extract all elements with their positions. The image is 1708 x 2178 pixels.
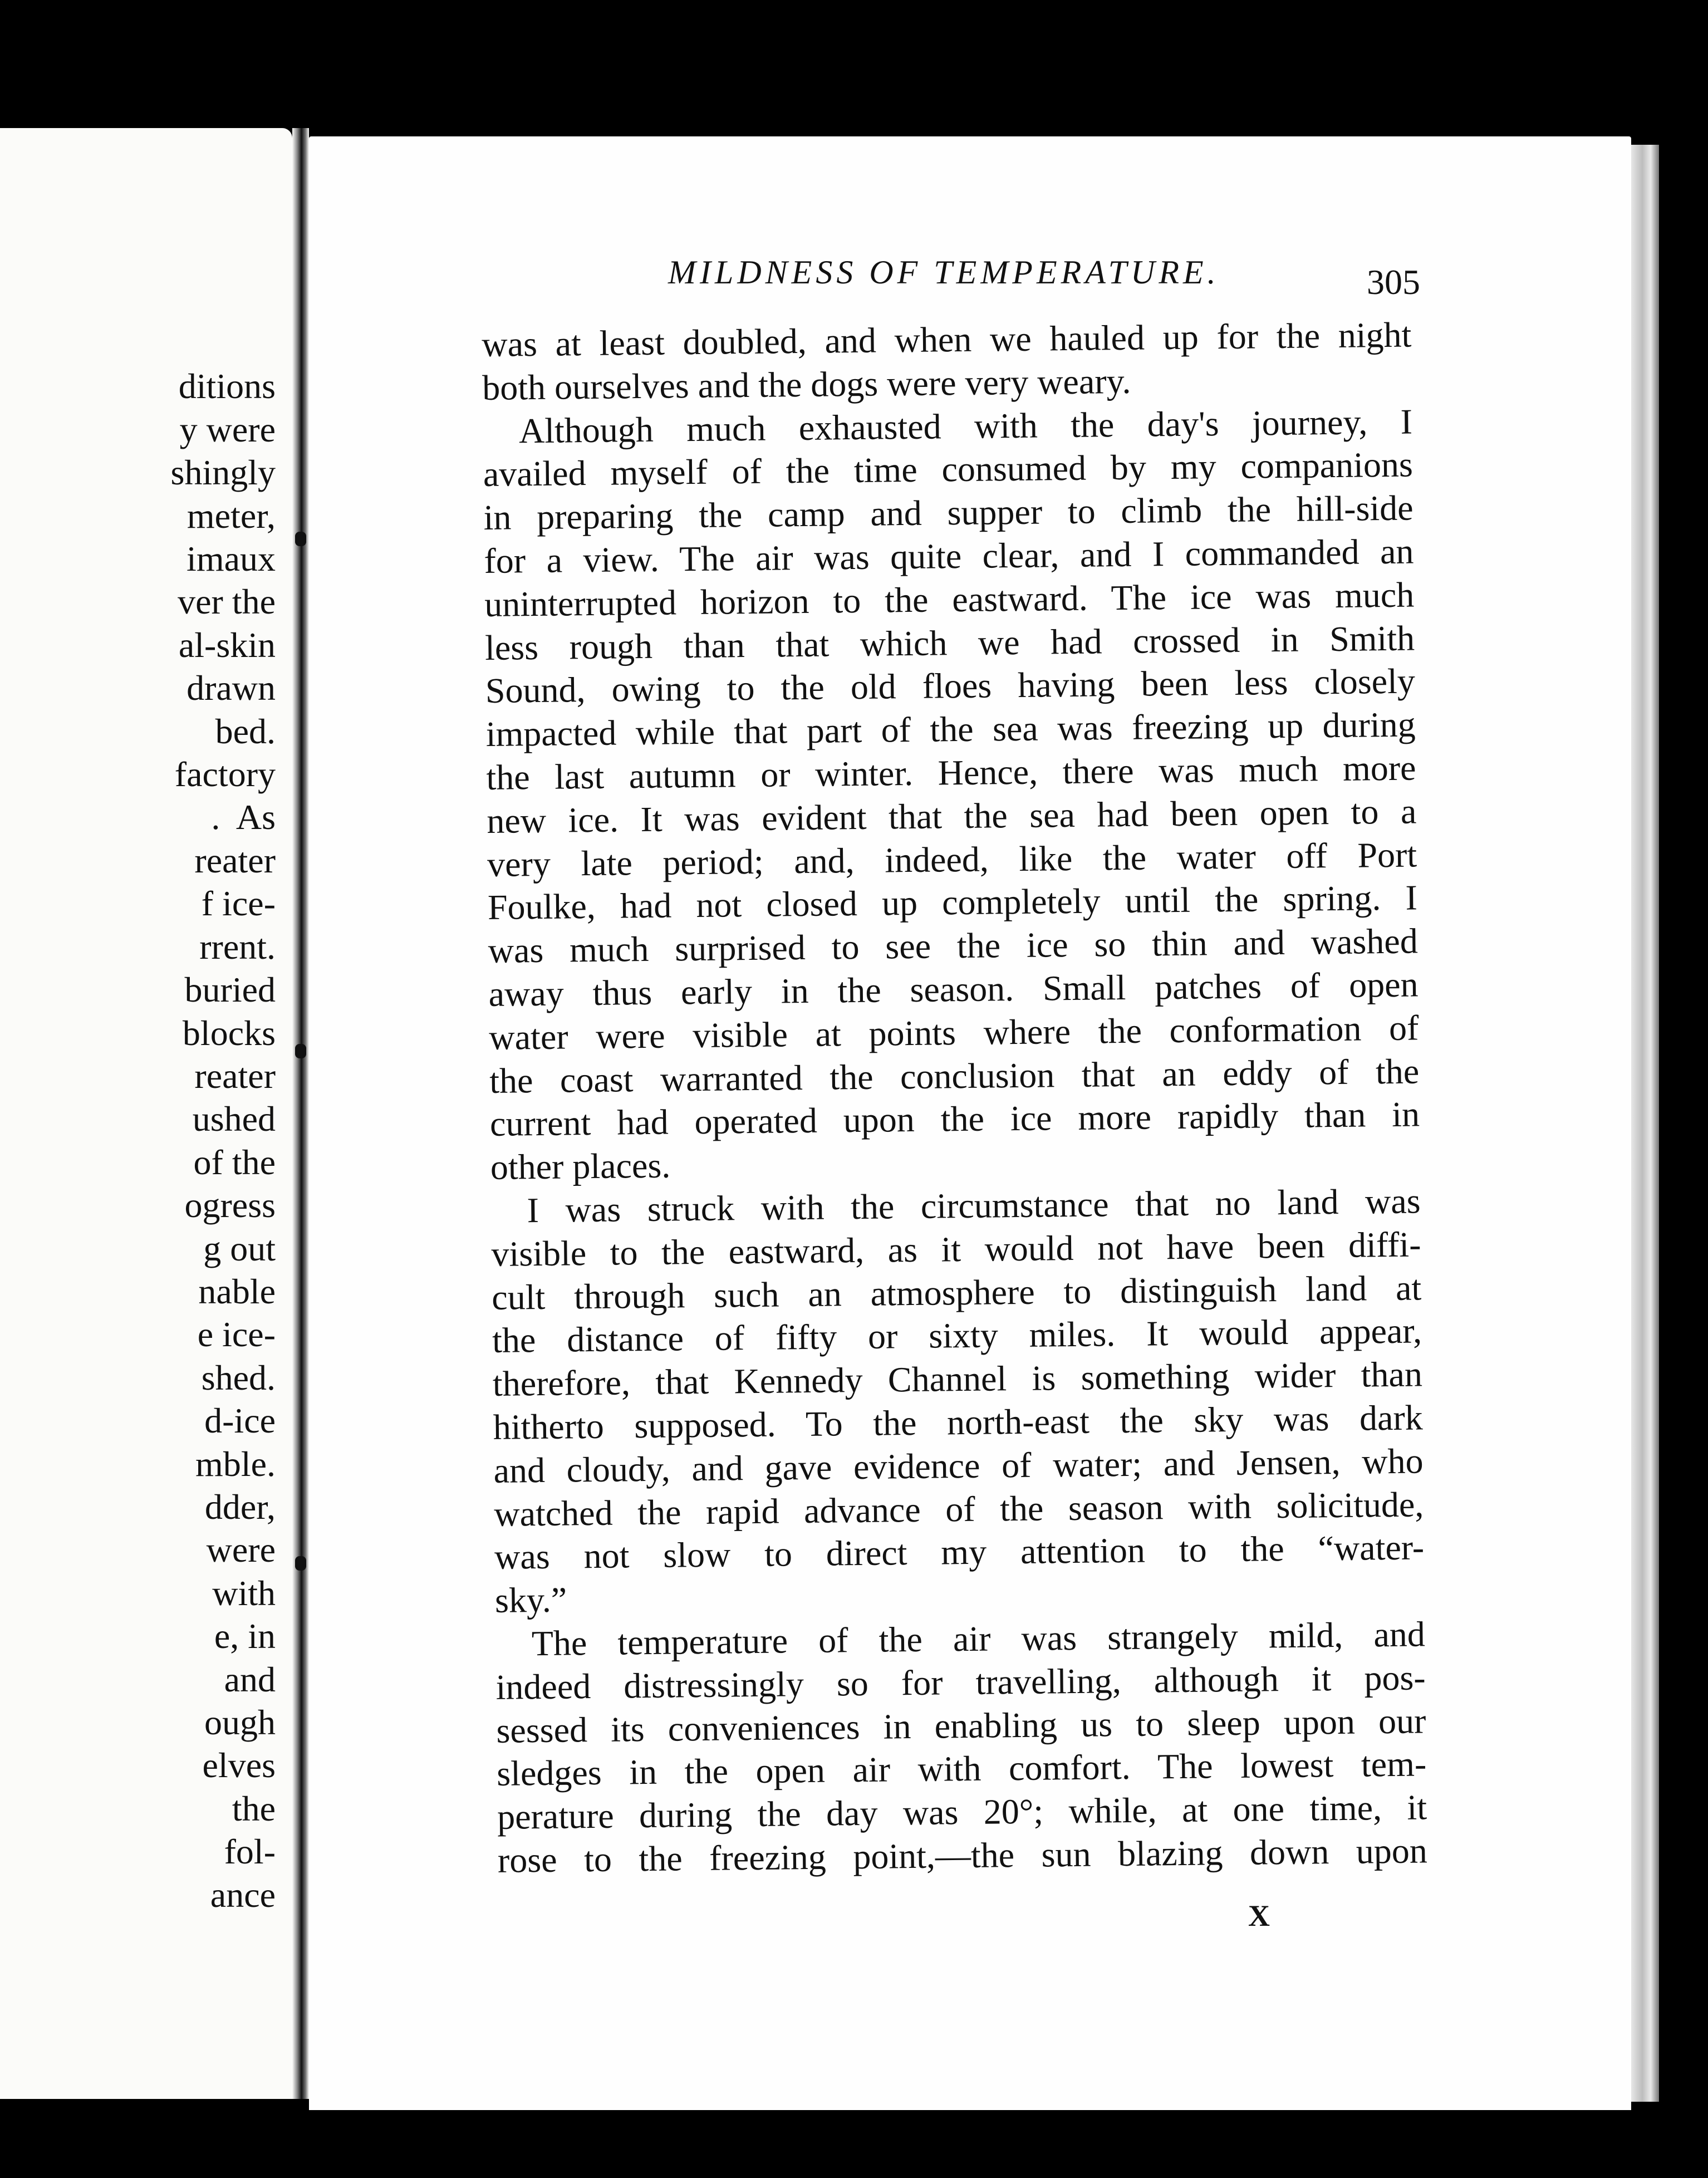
left-line: ogress (184, 1185, 276, 1225)
text-line: cult through such an atmosphere to distinguish land at (491, 1267, 1422, 1317)
text-line: impacted while that part of the sea was freezing up during (485, 704, 1416, 754)
text-line: the last autumn or winter. Hence, there was much more (486, 748, 1416, 797)
left-line: and (224, 1659, 276, 1699)
left-line: of the (193, 1142, 276, 1182)
left-line: with (212, 1573, 276, 1613)
text-line: the coast warranted the conclusion that an eddy of the (489, 1051, 1420, 1101)
text-line: in preparing the camp and supper to climb the hill-side (483, 488, 1413, 538)
left-line: ditions (178, 366, 276, 406)
text-line: very late period; and, indeed, like the water off Port (487, 835, 1417, 884)
left-line: elves (202, 1745, 276, 1785)
left-line: d-ice (204, 1401, 276, 1441)
left-line: al-skin (178, 625, 276, 665)
text-line: sessed its conveniences in enabling us to sleep upon our (496, 1700, 1426, 1750)
left-line: . As (211, 797, 276, 837)
text-line: Although much exhausted with the day's journey, I (518, 401, 1413, 450)
left-line: bed. (215, 711, 276, 751)
text-line: sledges in the open air with comfort. The lowest tem- (496, 1744, 1427, 1794)
text-line: hitherto supposed. To the north-east the sky was dark (493, 1397, 1424, 1447)
left-line: nable (198, 1271, 276, 1311)
left-line: f ice- (201, 884, 276, 924)
text-line: the distance of fifty or sixty miles. It would appear, (492, 1311, 1422, 1361)
left-line: reater (194, 1056, 276, 1096)
left-line: buried (184, 970, 276, 1010)
text-line: new ice. It was evident that the sea had been open to a (486, 791, 1417, 841)
text-line: therefore, that Kennedy Channel is something wider than (492, 1354, 1423, 1404)
text-line: water were visible at points where the conformation of (489, 1008, 1419, 1057)
left-line: e ice- (197, 1314, 276, 1355)
left-page-text (143, 322, 276, 1959)
text-line: The temperature of the air was strangely mild, and (531, 1614, 1426, 1664)
left-line: were (206, 1530, 276, 1570)
left-line: ushed (192, 1099, 276, 1139)
text-line: other places. (490, 1145, 671, 1188)
left-line: meter, (186, 496, 276, 536)
left-line: shed. (201, 1357, 276, 1397)
page-edge (1631, 145, 1659, 2102)
text-line: was not slow to direct my attention to the “water- (494, 1527, 1425, 1577)
text-line: watched the rapid advance of the season with solicitude, (494, 1484, 1424, 1534)
left-line: g out (203, 1228, 276, 1268)
text-line: I was struck with the circumstance that no land was (527, 1181, 1421, 1230)
left-line: rrent. (199, 926, 276, 967)
left-line: ver the (178, 582, 276, 622)
left-line: fol- (224, 1832, 276, 1872)
text-line: away thus early in the season. Small patches of open (488, 964, 1419, 1014)
left-line: drawn (186, 668, 276, 708)
text-line: uninterrupted horizon to the eastward. The ice was much (484, 575, 1415, 624)
binding-stitch (295, 1556, 306, 1571)
text-line: Sound, owing to the old floes having been less closely (485, 661, 1416, 711)
left-line: factory (174, 754, 276, 794)
text-line: was at least doubled, and when we hauled up for the night (482, 315, 1412, 364)
binding-stitch (295, 1044, 306, 1058)
text-line: less rough than that which we had crossed in Smith (484, 618, 1415, 668)
text-line: for a view. The air was quite clear, and I commanded an (484, 531, 1414, 581)
signature-mark: X (1248, 1899, 1270, 1932)
page-number: 305 (1367, 262, 1420, 302)
text-line: was much surprised to see the ice so thin and washed (488, 921, 1419, 971)
text-line: indeed distressingly so for travelling, although it pos- (495, 1657, 1426, 1707)
left-line: ance (210, 1875, 276, 1915)
left-line: y were (179, 409, 276, 449)
left-line: imaux (186, 539, 276, 579)
text-line: visible to the eastward, as it would not have been diffi- (491, 1224, 1421, 1274)
left-line: ough (204, 1703, 276, 1742)
binding-stitch (295, 532, 306, 546)
text-line: both ourselves and the dogs were very weary. (482, 361, 1131, 408)
left-line: shingly (170, 453, 276, 493)
text-line: availed myself of the time consumed by my companions (483, 444, 1413, 494)
text-line: current had operated upon the ice more rapidly than in (489, 1094, 1420, 1144)
left-line: blocks (182, 1013, 276, 1053)
left-line: reater (194, 840, 276, 880)
left-line: e, in (214, 1616, 276, 1656)
left-line: dder, (204, 1487, 276, 1527)
text-line: perature during the day was 20°; while, at one time, it (497, 1787, 1427, 1837)
left-line: mble. (195, 1444, 276, 1484)
text-line: sky.” (494, 1579, 567, 1620)
text-line: rose to the freezing point,—the sun blazing down upon (497, 1831, 1428, 1880)
running-title: MILDNESS OF TEMPERATURE. (668, 254, 1220, 291)
left-page (0, 128, 292, 2099)
text-line: and cloudy, and gave evidence of water; and Jensen, who (493, 1441, 1424, 1490)
left-line: the (232, 1788, 276, 1828)
body-text (482, 313, 1427, 1882)
book-gutter (292, 128, 309, 2099)
text-line: Foulke, had not closed up completely until the spring. I (487, 877, 1418, 928)
